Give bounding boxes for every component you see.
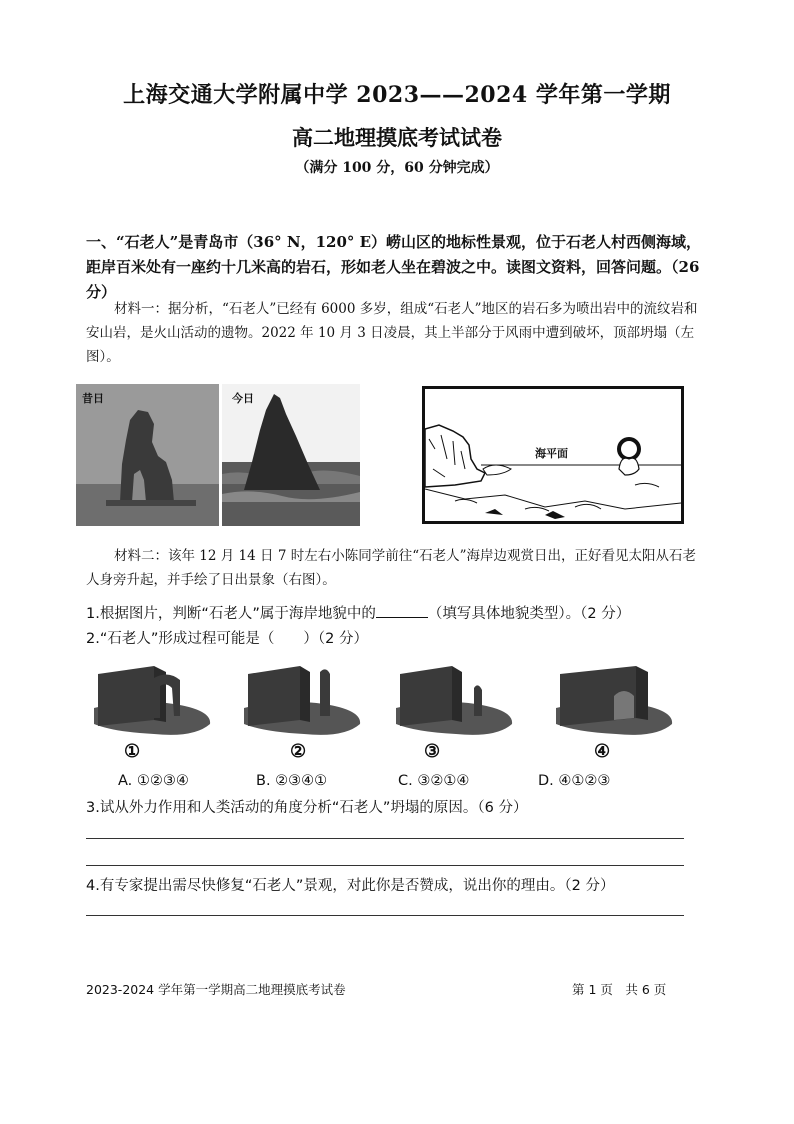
sunrise-sketch bbox=[422, 386, 684, 524]
footer-page-number: 第 1 页 共 6 页 bbox=[572, 982, 667, 997]
stage-label-1: ① bbox=[124, 741, 141, 762]
stage-illustration-2 bbox=[244, 662, 364, 742]
photo-before bbox=[76, 384, 219, 526]
stage-illustration-1 bbox=[94, 662, 214, 742]
photo-before-label: 昔日 bbox=[82, 392, 104, 405]
option-b[interactable]: B. ②③④① bbox=[256, 773, 328, 789]
material-2: 材料二：该年 12 月 14 日 7 时左右小陈同学前往“石老人”海岸边观赏日出，正好看见太阳从石老人身旁升起，并手绘了日出景象（右图）。 bbox=[86, 548, 696, 588]
exam-note: （满分 100 分，60 分钟完成） bbox=[295, 160, 499, 176]
material-1: 材料一：据分析，“石老人”已经有 6000 多岁，组成“石老人”地区的岩石多为喷出岩中的流纹岩和安山岩，是火山活动的遗物。2022 年 10 月 3 日凌晨，其上半部分于风雨中遭到破坏，顶部坍塌（左图）。 bbox=[86, 301, 698, 365]
question-1-text: 1.根据图片，判断“石老人”属于海岸地貌中的 bbox=[86, 606, 376, 622]
answer-blank-1[interactable] bbox=[376, 603, 428, 618]
option-a[interactable]: A. ①②③④ bbox=[118, 773, 189, 789]
question-1-suffix: （填写具体地貌类型）。（2 分） bbox=[427, 606, 631, 622]
answer-line[interactable] bbox=[86, 838, 684, 839]
answer-line[interactable] bbox=[86, 915, 684, 916]
exam-subtitle: 高二地理摸底考试试卷 bbox=[292, 125, 502, 150]
photo-after bbox=[222, 384, 360, 526]
answer-line[interactable] bbox=[86, 865, 684, 866]
section-1-intro: 一、“石老人”是青岛市（36° N，120° E）崂山区的地标性景观，位于石老人村西侧海域，距岸百米处有一座约十几米高的岩石，形如老人坐在碧波之中。读图文资料，回答问题。（26 分） bbox=[86, 233, 702, 301]
exam-title: 上海交通大学附属中学 2023——2024 学年第一学期 bbox=[123, 82, 671, 108]
stage-illustration-3 bbox=[396, 662, 516, 742]
stage-illustration-4 bbox=[556, 662, 676, 742]
question-3: 3.试从外力作用和人类活动的角度分析“石老人”坍塌的原因。（6 分） bbox=[86, 800, 528, 816]
stage-label-3: ③ bbox=[424, 741, 441, 762]
stage-label-2: ② bbox=[290, 741, 307, 762]
option-c[interactable]: C. ③②①④ bbox=[398, 773, 470, 789]
option-d[interactable]: D. ④①②③ bbox=[538, 773, 611, 789]
footer-exam-name: 2023-2024 学年第一学期高二地理摸底考试卷 bbox=[86, 982, 346, 997]
question-4: 4.有专家提出需尽快修复“石老人”景观，对此你是否赞成，说出你的理由。（2 分） bbox=[86, 878, 615, 894]
question-2: 2.“石老人”形成过程可能是（ ）（2 分） bbox=[86, 631, 368, 647]
stage-label-4: ④ bbox=[594, 741, 611, 762]
photo-after-label: 今日 bbox=[232, 392, 254, 405]
question-1 bbox=[86, 603, 630, 625]
sea-level-label: 海平面 bbox=[535, 447, 568, 460]
